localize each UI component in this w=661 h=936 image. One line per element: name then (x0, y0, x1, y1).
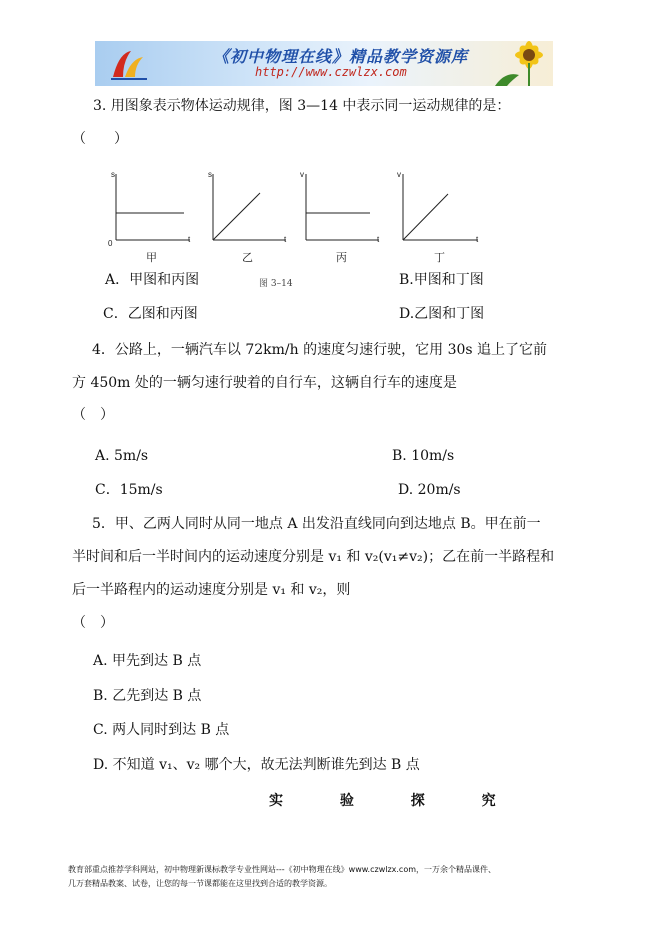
graph-jia-label: 甲 (146, 251, 157, 264)
q5-line1: 5．甲、乙两人同时从同一地点 A 出发沿直线同向到达地点 B。甲在前一 (92, 516, 541, 532)
q4-option-d: D. 20m/s (398, 482, 461, 498)
graph-bing-xlabel: t (377, 235, 380, 244)
q3-paren: （ ） (72, 131, 128, 147)
q4-paren: （ ） (72, 407, 114, 423)
q4-line1: 4．公路上，一辆汽车以 72km/h 的速度匀速行驶，它用 30s 追上了它前 (92, 342, 548, 358)
q5-line2: 半时间和后一半时间内的运动速度分别是 v₁ 和 v₂(v₁≠v₂)；乙在前一半路程和 (72, 549, 555, 565)
q3-option-c: C．乙图和丙图 (103, 306, 198, 322)
q5-option-c: C. 两人同时到达 B 点 (93, 722, 230, 738)
graph-jia-ylabel: s (111, 170, 115, 179)
graph-jia-xlabel: t (188, 235, 191, 244)
graph-yi-axes (213, 174, 286, 240)
graph-yi-label: 乙 (242, 251, 253, 264)
q5-option-a: A. 甲先到达 B 点 (93, 653, 202, 669)
banner-url[interactable]: http://www.czwlzx.com (255, 65, 407, 79)
graph-jia-origin: 0 (108, 239, 113, 248)
footer-line1: 教育部重点推荐学科网站，初中物理新课标教学专业性网站---《初中物理在线》www.czwlzx.com，一万余个精品课件、 (68, 865, 497, 874)
q3-option-a: A．甲图和丙图 (105, 272, 200, 288)
header-banner (95, 41, 553, 86)
q5-option-b: B. 乙先到达 B 点 (93, 688, 202, 704)
graph-ding-line (403, 194, 448, 240)
q3-figure-caption: 图 3–14 (259, 279, 293, 289)
graph-ding-axes (403, 174, 478, 240)
q5-option-d: D. 不知道 v₁、v₂ 哪个大，故无法判断谁先到达 B 点 (93, 757, 420, 773)
q4-option-a: A. 5m/s (95, 448, 149, 464)
q4-option-c: C．15m/s (95, 482, 163, 498)
graph-yi-ylabel: s (208, 170, 212, 179)
graph-jia-axes (116, 174, 190, 240)
graph-ding-xlabel: t (476, 235, 479, 244)
banner-title: 《初中物理在线》精品教学资源库 (213, 47, 469, 66)
graph-ding-label: 丁 (434, 251, 445, 264)
q4-option-b: B. 10m/s (392, 448, 455, 464)
graph-yi-line (213, 193, 260, 240)
q3-option-d: D.乙图和丁图 (399, 306, 485, 322)
graph-bing-axes (306, 174, 379, 240)
q3-figure (100, 168, 490, 268)
q5-line3: 后一半路程内的运动速度分别是 v₁ 和 v₂，则 (72, 582, 351, 598)
q4-line2: 方 450m 处的一辆匀速行驶着的自行车，这辆自行车的速度是 (72, 375, 457, 391)
sunflower-icon (485, 41, 553, 86)
graph-ding-ylabel: v (397, 170, 401, 179)
footer-line2: 几万套精品教案、试卷，让您的每一节课都能在这里找到合适的教学资源。 (68, 879, 332, 888)
graph-bing-ylabel: v (300, 170, 304, 179)
section-heading: 实 验 探 究 (269, 793, 522, 809)
graph-yi-xlabel: t (284, 235, 287, 244)
q5-paren: （ ） (72, 615, 114, 631)
graph-bing-label: 丙 (336, 251, 347, 264)
site-logo-icon (109, 47, 149, 81)
q3-option-b: B.甲图和丁图 (399, 272, 484, 288)
q3-stem: 3. 用图象表示物体运动规律，图 3—14 中表示同一运动规律的是： (93, 98, 511, 114)
